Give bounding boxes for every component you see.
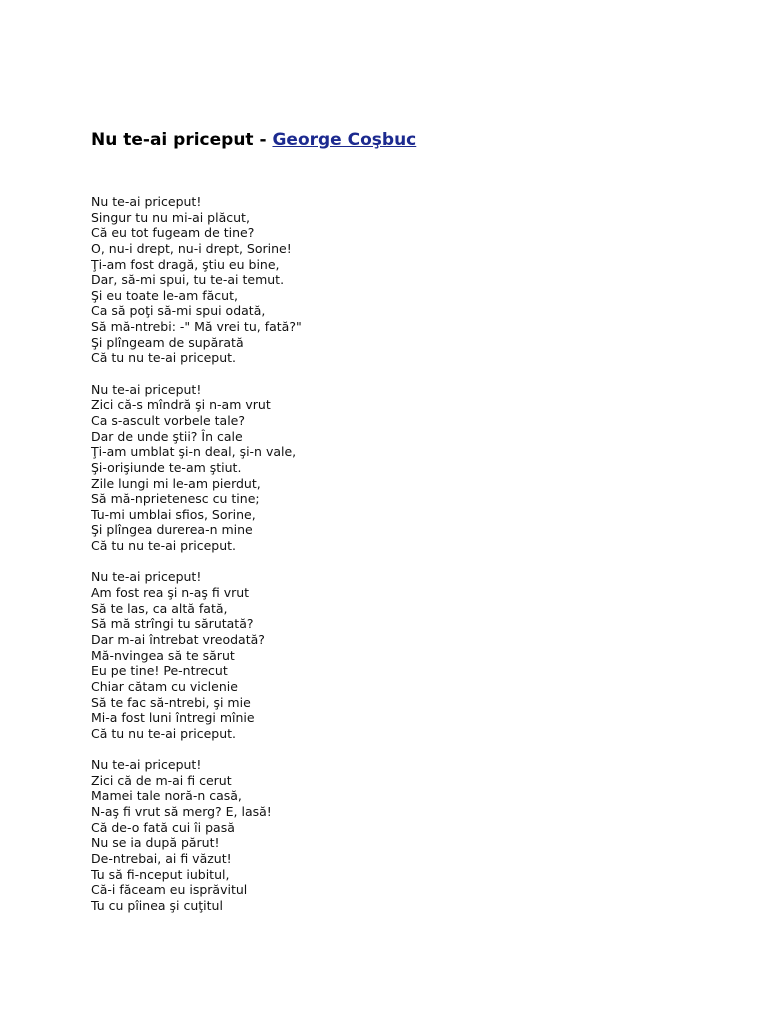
poem-line: Că-i făceam eu isprăvitul [91,882,248,898]
poem-line: Eu pe tine! Pe-ntrecut [91,663,228,679]
poem-line: De-ntrebai, ai fi văzut! [91,850,232,866]
poem-line: Dar de unde ştii? În cale [91,428,243,444]
poem-line: Mi-a fost luni întregi mînie [91,710,255,726]
poem-line: Că de-o fată cui îi pasă [91,819,235,835]
stanza-3 [91,569,302,741]
poem-line: Zici că-s mîndră şi n-am vrut [91,397,271,413]
poem-line: Dar, să-mi spui, tu te-ai temut. [91,272,285,288]
poem-line: Am fost rea şi n-aş fi vrut [91,585,250,601]
poem-line: Tu cu pîinea şi cuţitul [91,897,223,913]
poem-line: Mamei tale noră-n casă, [91,788,242,804]
poem-line: Şi plîngea durerea-n mine [91,522,253,538]
poem-line: Nu te-ai priceput! [91,381,202,397]
page-title [91,126,416,154]
poem-line: Tu să fi-nceput iubitul, [91,866,230,882]
poem-line: Ca să poţi să-mi spui odată, [91,303,266,319]
poem-line: Zile lungi mi le-am pierdut, [91,475,261,491]
title-text: Nu te-ai priceput - [91,130,273,150]
stanza-4 [91,757,302,913]
stanza-2 [91,382,302,554]
poem-line: Nu te-ai priceput! [91,757,202,773]
poem-line: O, nu-i drept, nu-i drept, Sorine! [91,240,292,256]
poem-line: Dar m-ai întrebat vreodată? [91,631,265,647]
poem-line: Că tu nu te-ai priceput. [91,538,237,554]
poem-line: Nu te-ai priceput! [91,569,202,585]
poem-line: Chiar cătam cu viclenie [91,678,238,694]
poem-line: N-aş fi vrut să merg? E, lasă! [91,803,272,819]
poem-body [91,194,302,929]
poem-line: Şi-orişiunde te-am ştiut. [91,459,242,475]
poem-line: Să te fac să-ntrebi, şi mie [91,694,251,710]
poem-line: Să mă-ntrebi: -" Mă vrei tu, fată?" [91,319,302,335]
poem-line: Că tu nu te-ai priceput. [91,725,237,741]
poem-line: Ţi-am fost dragă, ştiu eu bine, [91,256,280,272]
poem-line: Ţi-am umblat şi-n deal, şi-n vale, [91,444,297,460]
poem-line: Că tu nu te-ai priceput. [91,350,237,366]
poem-line: Şi plîngeam de supărată [91,334,244,350]
poem-line: Mă-nvingea să te sărut [91,647,235,663]
poem-line: Tu-mi umblai sfios, Sorine, [91,506,256,522]
poem-line: Ca s-ascult vorbele tale? [91,412,246,428]
poem-line: Să mă-nprietenesc cu tine; [91,491,260,507]
stanza-1 [91,194,302,366]
poem-line: Şi eu toate le-am făcut, [91,287,238,303]
poem-line: Zici că de m-ai fi cerut [91,772,232,788]
poem-line: Că eu tot fugeam de tine? [91,225,255,241]
poem-line: Să mă strîngi tu sărutată? [91,616,254,632]
poem-line: Nu se ia după părut! [91,835,220,851]
poem-line: Nu te-ai priceput! [91,194,202,209]
poem-line: Să te las, ca altă fată, [91,600,228,616]
author-link[interactable]: George Coşbuc [272,130,417,150]
poem-line: Singur tu nu mi-ai plăcut, [91,209,250,225]
